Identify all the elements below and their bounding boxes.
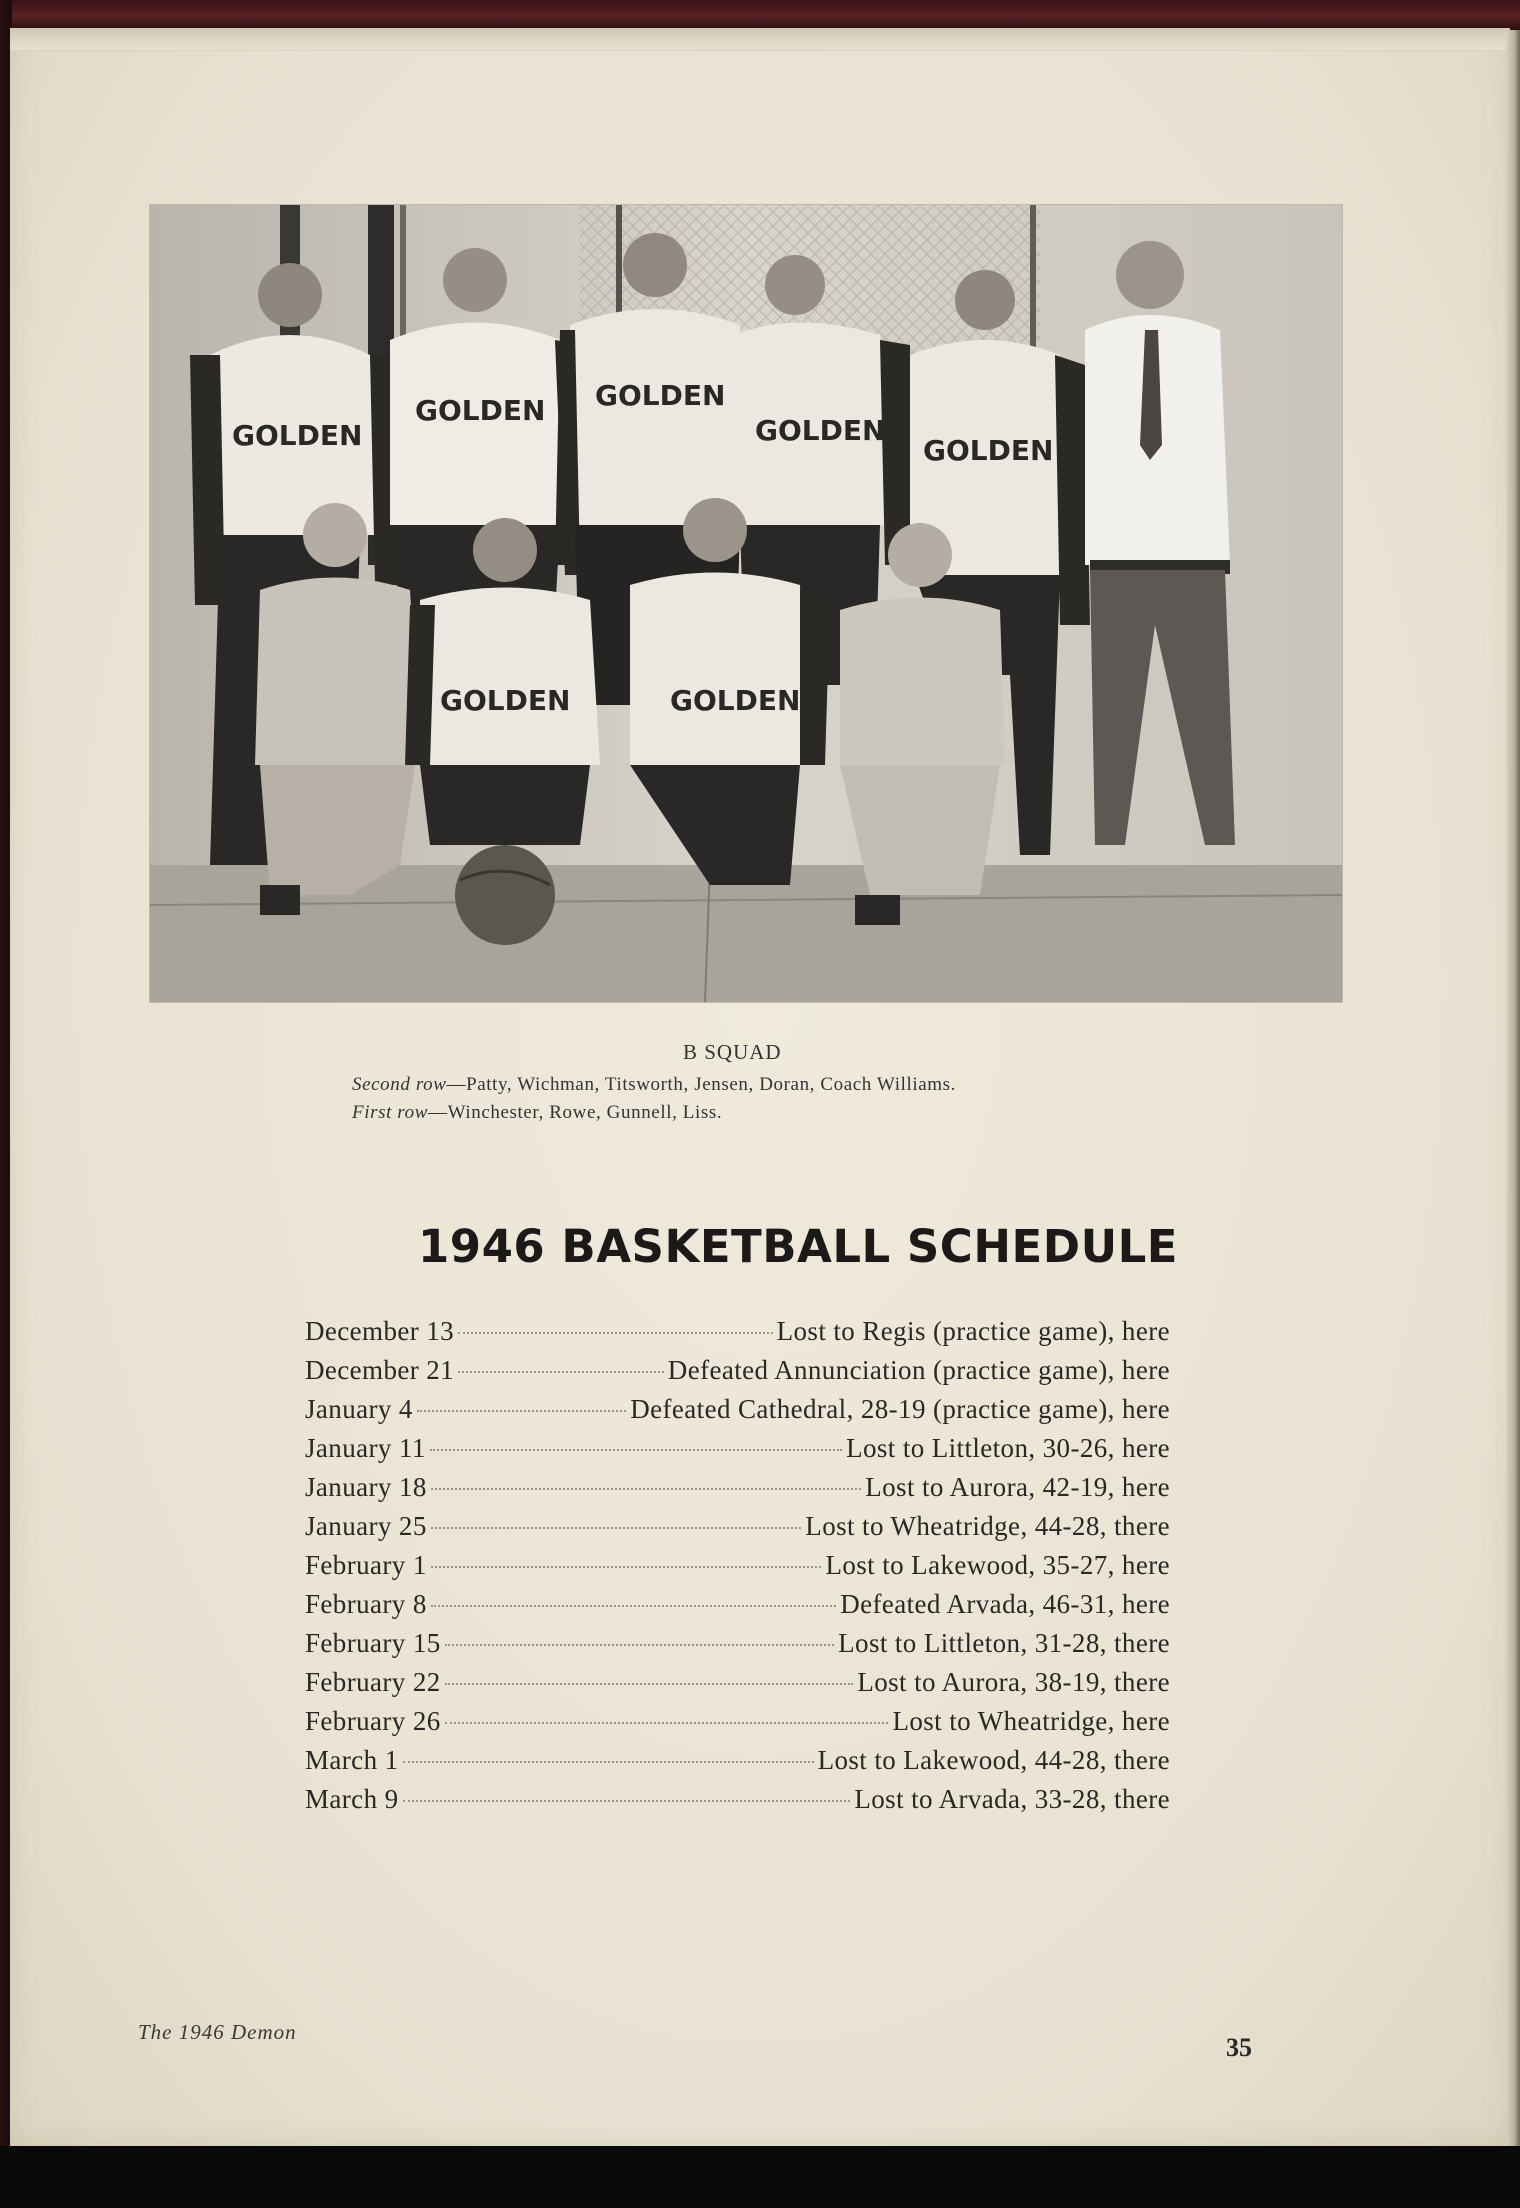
page-number: 35 [1226, 2033, 1252, 2062]
jersey-text: GOLDEN [923, 434, 1054, 467]
jersey-text: GOLDEN [440, 684, 571, 717]
game-result: Lost to Regis (practice game), here [776, 1316, 1170, 1346]
dot-leader [445, 1644, 835, 1646]
schedule-row [305, 1316, 1170, 1352]
dot-leader [431, 1527, 802, 1529]
caption-second-row-lead: Second row [352, 1074, 447, 1095]
caption-first-row-lead: First row [352, 1102, 428, 1123]
jersey-text: GOLDEN [232, 419, 363, 452]
page-stack-edge [1506, 30, 1520, 2146]
background-bottom [0, 2146, 1520, 2208]
game-date: December 21 [305, 1355, 455, 1385]
schedule-row [305, 1394, 1170, 1430]
game-result: Lost to Lakewood, 44-28, there [817, 1745, 1170, 1775]
dot-leader [431, 1488, 862, 1490]
dot-leader [403, 1800, 851, 1802]
dot-leader [430, 1449, 842, 1451]
game-date: February 15 [305, 1628, 441, 1658]
dot-leader [417, 1410, 626, 1412]
game-date: March 9 [305, 1784, 399, 1814]
caption-second-row [352, 1074, 956, 1096]
jersey-text: GOLDEN [670, 684, 801, 717]
dot-leader [431, 1605, 836, 1607]
game-result: Defeated Cathedral, 28-19 (practice game), here [630, 1394, 1170, 1424]
team-photo [150, 205, 1342, 1002]
page-top-edge [10, 28, 1510, 51]
game-date: March 1 [305, 1745, 399, 1775]
caption-second-row-names: —Patty, Wichman, Titsworth, Jensen, Doran, Coach Williams. [446, 1074, 956, 1095]
schedule-row [305, 1472, 1170, 1508]
schedule-heading: 1946 BASKETBALL SCHEDULE [418, 1220, 1179, 1273]
game-result: Lost to Wheatridge, here [892, 1706, 1170, 1736]
schedule-row [305, 1589, 1170, 1625]
caption-title: B SQUAD [683, 1040, 782, 1064]
dot-leader [445, 1722, 889, 1724]
jersey-text: GOLDEN [415, 394, 546, 427]
game-date: January 25 [305, 1511, 427, 1541]
schedule-row [305, 1784, 1170, 1820]
game-result: Lost to Aurora, 42-19, here [865, 1472, 1170, 1502]
game-date: December 13 [305, 1316, 455, 1346]
game-result: Lost to Lakewood, 35-27, here [825, 1550, 1170, 1580]
game-result: Lost to Arvada, 33-28, there [854, 1784, 1170, 1814]
jersey-text: GOLDEN [755, 414, 886, 447]
dot-leader [445, 1683, 854, 1685]
dot-leader [458, 1371, 664, 1373]
game-date: February 1 [305, 1550, 427, 1580]
game-result: Lost to Aurora, 38-19, there [857, 1667, 1170, 1697]
game-result: Lost to Wheatridge, 44-28, there [805, 1511, 1170, 1541]
schedule-row [305, 1355, 1170, 1391]
dot-leader [431, 1566, 822, 1568]
schedule-row [305, 1667, 1170, 1703]
game-date: January 18 [305, 1472, 427, 1502]
game-date: January 11 [305, 1433, 426, 1463]
game-date: February 22 [305, 1667, 441, 1697]
caption-first-row-names: —Winchester, Rowe, Gunnell, Liss. [427, 1102, 723, 1123]
schedule-row [305, 1745, 1170, 1781]
game-date: February 8 [305, 1589, 427, 1619]
dot-leader [458, 1332, 773, 1334]
schedule-row [305, 1550, 1170, 1586]
publication-name: The 1946 Demon [138, 2020, 297, 2044]
schedule-row [305, 1706, 1170, 1742]
schedule-row [305, 1433, 1170, 1469]
game-result: Lost to Littleton, 31-28, there [838, 1628, 1170, 1658]
dot-leader [403, 1761, 814, 1763]
jersey-text: GOLDEN [595, 379, 726, 412]
caption-first-row [352, 1102, 722, 1124]
book-binding-top [0, 0, 1520, 30]
schedule-row [305, 1628, 1170, 1664]
schedule-row [305, 1511, 1170, 1547]
game-result: Lost to Littleton, 30-26, here [846, 1433, 1170, 1463]
game-date: February 26 [305, 1706, 441, 1736]
game-result: Defeated Annunciation (practice game), here [667, 1355, 1170, 1385]
game-result: Defeated Arvada, 46-31, here [840, 1589, 1170, 1619]
game-date: January 4 [305, 1394, 413, 1424]
